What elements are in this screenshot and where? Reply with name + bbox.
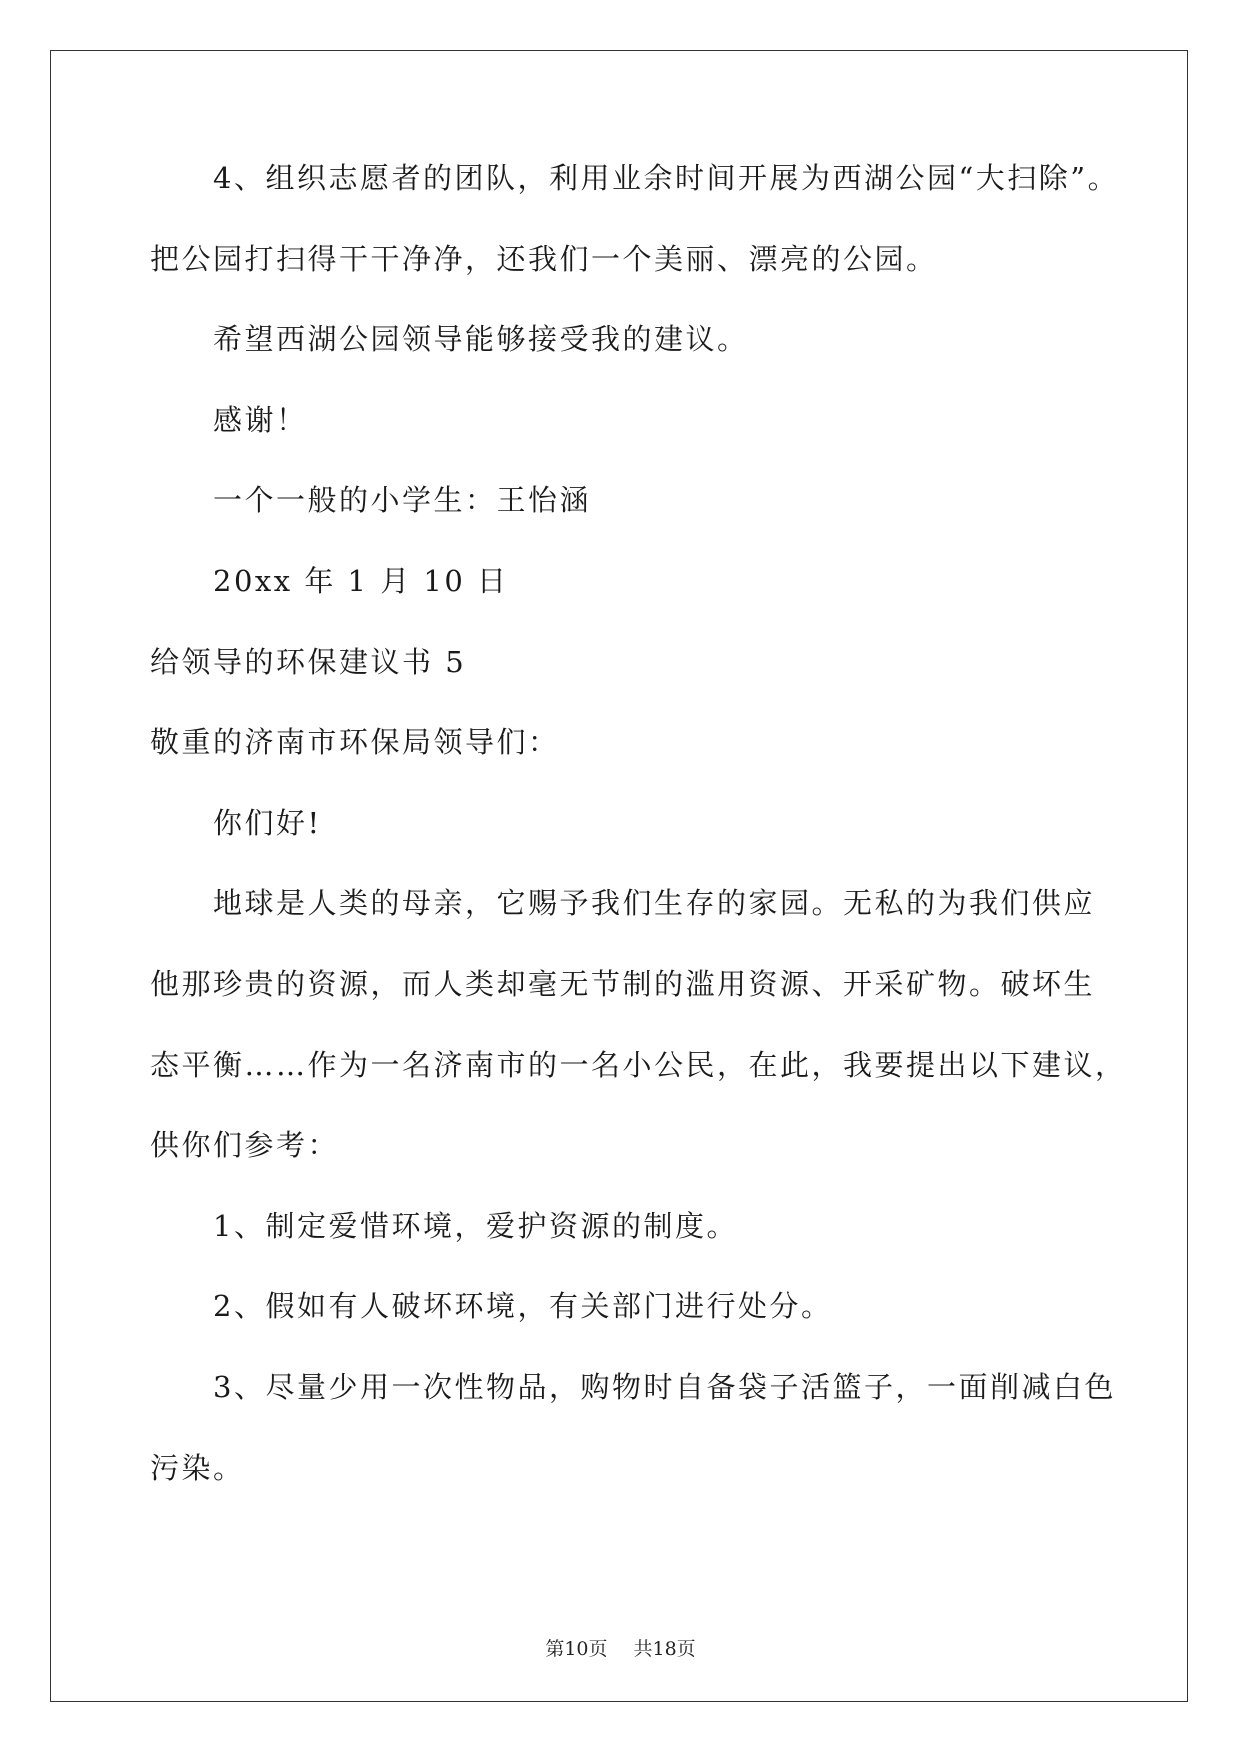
paragraph-item-4: 4、组织志愿者的团队，利用业余时间开展为西湖公园“大扫除”。 (213, 161, 1120, 195)
signature-line: 一个一般的小学生：王怡涵 (213, 483, 592, 518)
suggestion-3-continued: 污染。 (150, 1450, 245, 1485)
thanks-line: 感谢！ (213, 402, 308, 437)
closing-wish: 希望西湖公园领导能够接受我的建议。 (213, 322, 749, 357)
page-footer (0, 1634, 1241, 1661)
greeting: 你们好! (213, 805, 322, 840)
suggestion-3: 3、尽量少用一次性物品，购物时自备袋子活篮子，一面削减白色 (213, 1369, 1116, 1404)
page-total: 共18页 (633, 1638, 696, 1660)
suggestion-1: 1、制定爱惜环境，爱护资源的制度。 (213, 1208, 738, 1243)
suggestion-2: 2、假如有人破坏环境，有关部门进行处分。 (213, 1289, 833, 1324)
section-title: 给领导的环保建议书 5 (150, 644, 467, 679)
salutation: 敬重的济南市环保局领导们： (150, 725, 560, 760)
intro-paragraph-line-2: 他那珍贵的资源，而人类却毫无节制的滥用资源、开采矿物。破坏生 (150, 966, 1096, 1001)
paragraph-item-4-continued: 把公园打扫得干干净净，还我们一个美丽、漂亮的公园。 (150, 241, 938, 276)
page-number: 第10页 (545, 1638, 608, 1660)
document-body (150, 160, 1127, 1530)
intro-paragraph-line-4: 供你们参考： (150, 1128, 340, 1163)
intro-paragraph-line-3: 态平衡……作为一名济南市的一名小公民，在此，我要提出以下建议， (150, 1047, 1127, 1082)
intro-paragraph-line-1: 地球是人类的母亲，它赐予我们生存的家园。无私的为我们供应 (213, 886, 1096, 921)
date-line: 20xx 年 1 月 10 日 (213, 563, 509, 598)
